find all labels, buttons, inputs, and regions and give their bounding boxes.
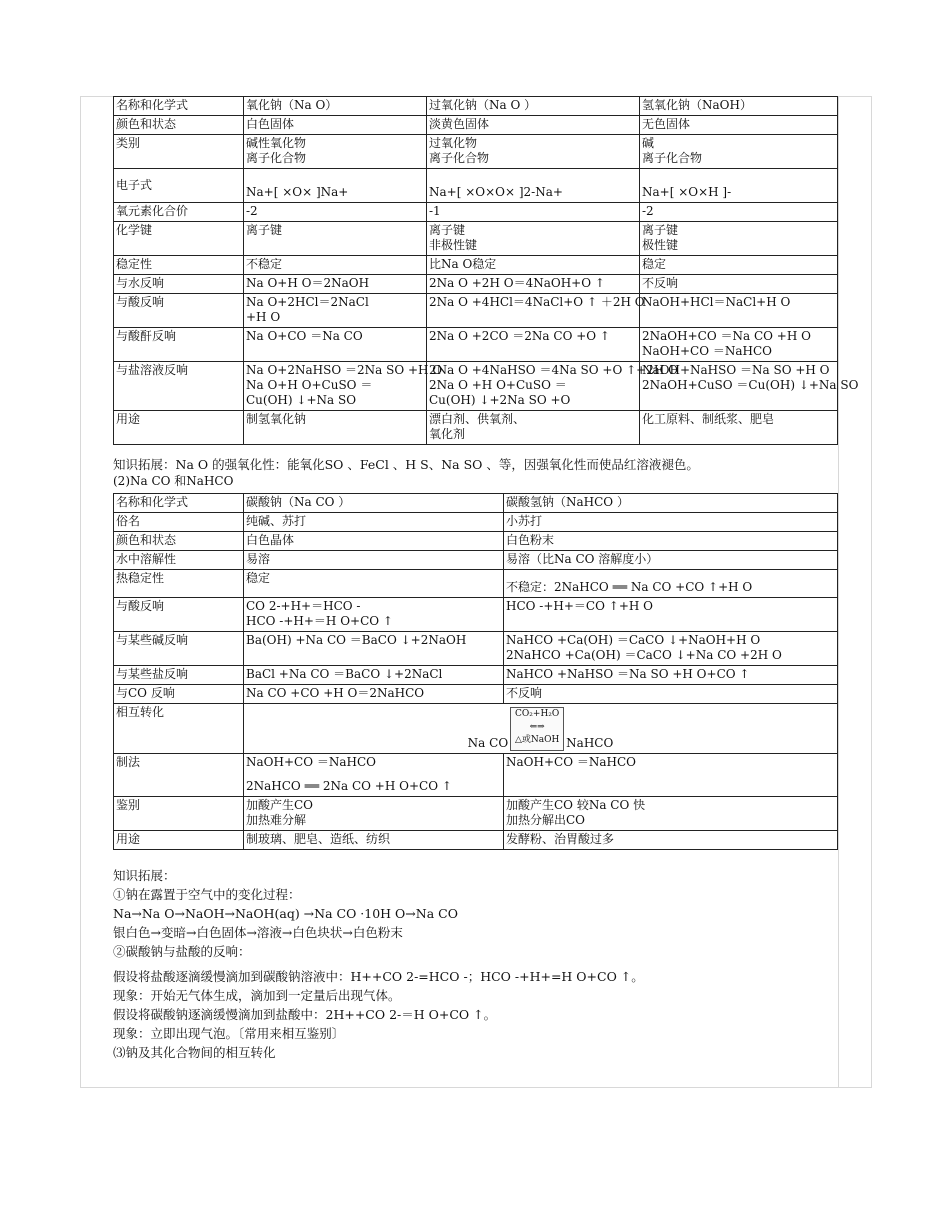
extension-item-1: ①钠在露置于空气中的变化过程： (113, 887, 301, 902)
cell: 漂白剂、供氧剂、 氧化剂 (427, 411, 640, 445)
section-3-title: ⑶钠及其化合物间的相互转化 (113, 1045, 276, 1060)
cell: Ba(OH) +Na CO ＝BaCO ↓+2NaOH (244, 632, 504, 666)
row-label: 电子式 (114, 169, 244, 203)
cell: NaOH+NaHSO ＝Na SO +H O 2NaOH+CuSO ＝Cu(OH) ↓+Na SO (640, 362, 838, 411)
cell: 稳定 (640, 256, 838, 275)
table-row (114, 256, 838, 275)
table-row-electron-formula (114, 169, 838, 203)
row-label: 与酸反响 (114, 294, 244, 328)
cell: CO 2-+H+＝HCO - HCO -+H+＝H O+CO ↑ (244, 598, 504, 632)
cell: 白色晶体 (244, 532, 504, 551)
case-acid-into-carbonate: 假设将盐酸逐滴缓慢滴加到碳酸钠溶液中：H++CO 2-=HCO -；HCO -+H+=H O+CO ↑。 (113, 969, 644, 984)
conversion-diagram (246, 705, 835, 751)
electron-formula: Na+[ ×O×H ]- (640, 169, 838, 203)
frame-divider (838, 97, 839, 1087)
table-row (114, 685, 838, 704)
header-cell: 碳酸钠（Na CO ） (244, 494, 504, 513)
electron-formula: Na+[ ×O× ]Na+ (244, 169, 427, 203)
cell: 碱 离子化合物 (640, 135, 838, 169)
cell: 离子键 (244, 222, 427, 256)
double-arrow-icon: ⇐⇒ (529, 722, 545, 732)
row-label: 俗名 (114, 513, 244, 532)
cell: 加酸产生CO 较Na CO 快 加热分解出CO (504, 797, 838, 831)
row-label: 制法 (114, 754, 244, 797)
cell: 2Na O +4NaHSO ＝4Na SO +O ↑+2H O 2Na O +H O+CuSO ＝ Cu(OH) ↓+2Na SO +O (427, 362, 640, 411)
cell: 不反响 (640, 275, 838, 294)
cell: 无色固体 (640, 116, 838, 135)
row-label: 与水反响 (114, 275, 244, 294)
cell: BaCl +Na CO ＝BaCO ↓+2NaCl (244, 666, 504, 685)
section-title: (2)Na CO 和NaHCO (113, 474, 234, 488)
row-label: 稳定性 (114, 256, 244, 275)
electron-formula: Na+[ ×O×O× ]2-Na+ (427, 169, 640, 203)
cell: 不反响 (504, 685, 838, 704)
cell: Na O+2HCl＝2NaCl +H O (244, 294, 427, 328)
cell: 离子键 极性键 (640, 222, 838, 256)
row-label: 类别 (114, 135, 244, 169)
row-label: 与CO 反响 (114, 685, 244, 704)
row-label: 与酸反响 (114, 598, 244, 632)
cell: 过氧化物 离子化合物 (427, 135, 640, 169)
row-label: 水中溶解性 (114, 551, 244, 570)
row-label: 与某些碱反响 (114, 632, 244, 666)
cell: -1 (427, 203, 640, 222)
cell: 纯碱、苏打 (244, 513, 504, 532)
header-cell: 氧化钠（Na O） (244, 97, 427, 116)
cell: 制玻璃、肥皂、造纸、纺织 (244, 831, 504, 850)
cell: 易溶 (244, 551, 504, 570)
cell: 碱性氧化物 离子化合物 (244, 135, 427, 169)
cell: 化工原料、制纸浆、肥皂 (640, 411, 838, 445)
cell: NaHCO +Ca(OH) ＝CaCO ↓+NaOH+H O 2NaHCO +Ca(OH) ＝CaCO ↓+Na CO +2H O (504, 632, 838, 666)
extension-item-2: ②碳酸钠与盐酸的反响： (113, 944, 251, 959)
table-row (114, 294, 838, 328)
cell: 淡黄色固体 (427, 116, 640, 135)
carbonates-table (113, 493, 838, 850)
cell: 不稳定 (244, 256, 427, 275)
cell: NaOH+HCl＝NaCl+H O (640, 294, 838, 328)
table-row (114, 411, 838, 445)
table-row (114, 551, 838, 570)
cell: 稳定 (244, 570, 504, 598)
cell: HCO -+H+＝CO ↑+H O (504, 598, 838, 632)
table-header-row (114, 494, 838, 513)
table-row (114, 116, 838, 135)
conversion-left: Na CO (467, 736, 509, 750)
cell: 白色固体 (244, 116, 427, 135)
oxidation-chain: Na→Na O→NaOH→NaOH(aq) →Na CO ·10H O→Na CO (113, 906, 458, 921)
cell: Na O+H O＝2NaOH (244, 275, 427, 294)
cell: 易溶（比Na CO 溶解度小） (504, 551, 838, 570)
header-cell: 名称和化学式 (114, 97, 244, 116)
observation-1: 现象：开始无气体生成，滴加到一定量后出现气体。 (113, 988, 401, 1003)
table-row (114, 754, 838, 797)
cell: Na CO +CO +H O＝2NaHCO (244, 685, 504, 704)
conversion-right: NaHCO (566, 736, 614, 750)
table-row (114, 222, 838, 256)
table-row (114, 831, 838, 850)
cell: 2Na O +4HCl＝4NaCl+O ↑ ＋2H O (427, 294, 640, 328)
cell: Na O+CO ＝Na CO (244, 328, 427, 362)
cell: 2Na O +2H O＝4NaOH+O ↑ (427, 275, 640, 294)
row-label: 化学键 (114, 222, 244, 256)
row-label: 与盐溶液反响 (114, 362, 244, 411)
extension-title: 知识拓展： (113, 868, 176, 883)
table-row (114, 513, 838, 532)
row-label: 鉴别 (114, 797, 244, 831)
row-label: 相互转化 (114, 704, 244, 754)
case-carbonate-into-acid: 假设将碳酸钠逐滴缓慢滴加到盐酸中：2H++CO 2-＝H O+CO ↑。 (113, 1007, 497, 1022)
table-row (114, 135, 838, 169)
table-row-conversion (114, 704, 838, 754)
document-page (113, 96, 859, 1062)
table-row (114, 328, 838, 362)
cell: 2NaOH+CO ＝Na CO +H O NaOH+CO ＝NaHCO (640, 328, 838, 362)
row-label: 用途 (114, 831, 244, 850)
row-label: 颜色和状态 (114, 116, 244, 135)
table-row (114, 532, 838, 551)
cell: -2 (640, 203, 838, 222)
cell: NaHCO +NaHSO ＝Na SO +H O+CO ↑ (504, 666, 838, 685)
cell: -2 (244, 203, 427, 222)
header-cell: 过氧化钠（Na O ） (427, 97, 640, 116)
row-label: 用途 (114, 411, 244, 445)
cell: NaOH+CO ＝NaHCO 2NaHCO ══ 2Na CO +H O+CO ↑ (244, 754, 504, 797)
color-chain: 银白色→变暗→白色固体→溶液→白色块状→白色粉末 (113, 925, 403, 940)
table-header-row (114, 97, 838, 116)
cell: 发酵粉、治胃酸过多 (504, 831, 838, 850)
header-cell: 名称和化学式 (114, 494, 244, 513)
table-row (114, 598, 838, 632)
header-cell: 氢氧化钠（NaOH） (640, 97, 838, 116)
table-row (114, 275, 838, 294)
cell: Na O+2NaHSO ＝2Na SO +H O Na O+H O+CuSO ＝ Cu(OH) ↓+Na SO (244, 362, 427, 411)
cell: 不稳定：2NaHCO ══ Na CO +CO ↑+H O (504, 570, 838, 598)
cell: 小苏打 (504, 513, 838, 532)
sodium-oxides-table (113, 96, 859, 445)
cell: 制氢氧化钠 (244, 411, 427, 445)
row-label: 与酸酐反响 (114, 328, 244, 362)
conversion-cell (244, 704, 838, 754)
row-label: 热稳定性 (114, 570, 244, 598)
header-cell: 碳酸氢钠（NaHCO ） (504, 494, 838, 513)
row-label: 氧元素化合价 (114, 203, 244, 222)
table-row (114, 797, 838, 831)
cell: 加酸产生CO 加热难分解 (244, 797, 504, 831)
cell: 比Na O稳定 (427, 256, 640, 275)
extension-section (113, 866, 837, 1062)
cell: 白色粉末 (504, 532, 838, 551)
conversion-forward-label: CO₂+H₂O (515, 709, 560, 719)
table-row (114, 362, 838, 411)
table-row (114, 632, 838, 666)
table-row (114, 570, 838, 598)
conversion-reverse-label: △或NaOH (514, 735, 560, 745)
table-row (114, 666, 838, 685)
conversion-arrow-box (510, 707, 564, 751)
cell: 2Na O +2CO ＝2Na CO +O ↑ (427, 328, 640, 362)
knowledge-note: 知识拓展：Na O 的强氧化性：能氧化SO 、FeCl 、H S、Na SO 、等，因强氧化性而使品红溶液褪色。 (113, 457, 699, 472)
row-label: 与某些盐反响 (114, 666, 244, 685)
cell: 离子键 非极性键 (427, 222, 640, 256)
observation-2: 现象：立即出现气泡。〔常用来相互鉴别〕 (113, 1026, 345, 1041)
table-row (114, 203, 838, 222)
row-label: 颜色和状态 (114, 532, 244, 551)
cell: NaOH+CO ＝NaHCO (504, 754, 838, 797)
